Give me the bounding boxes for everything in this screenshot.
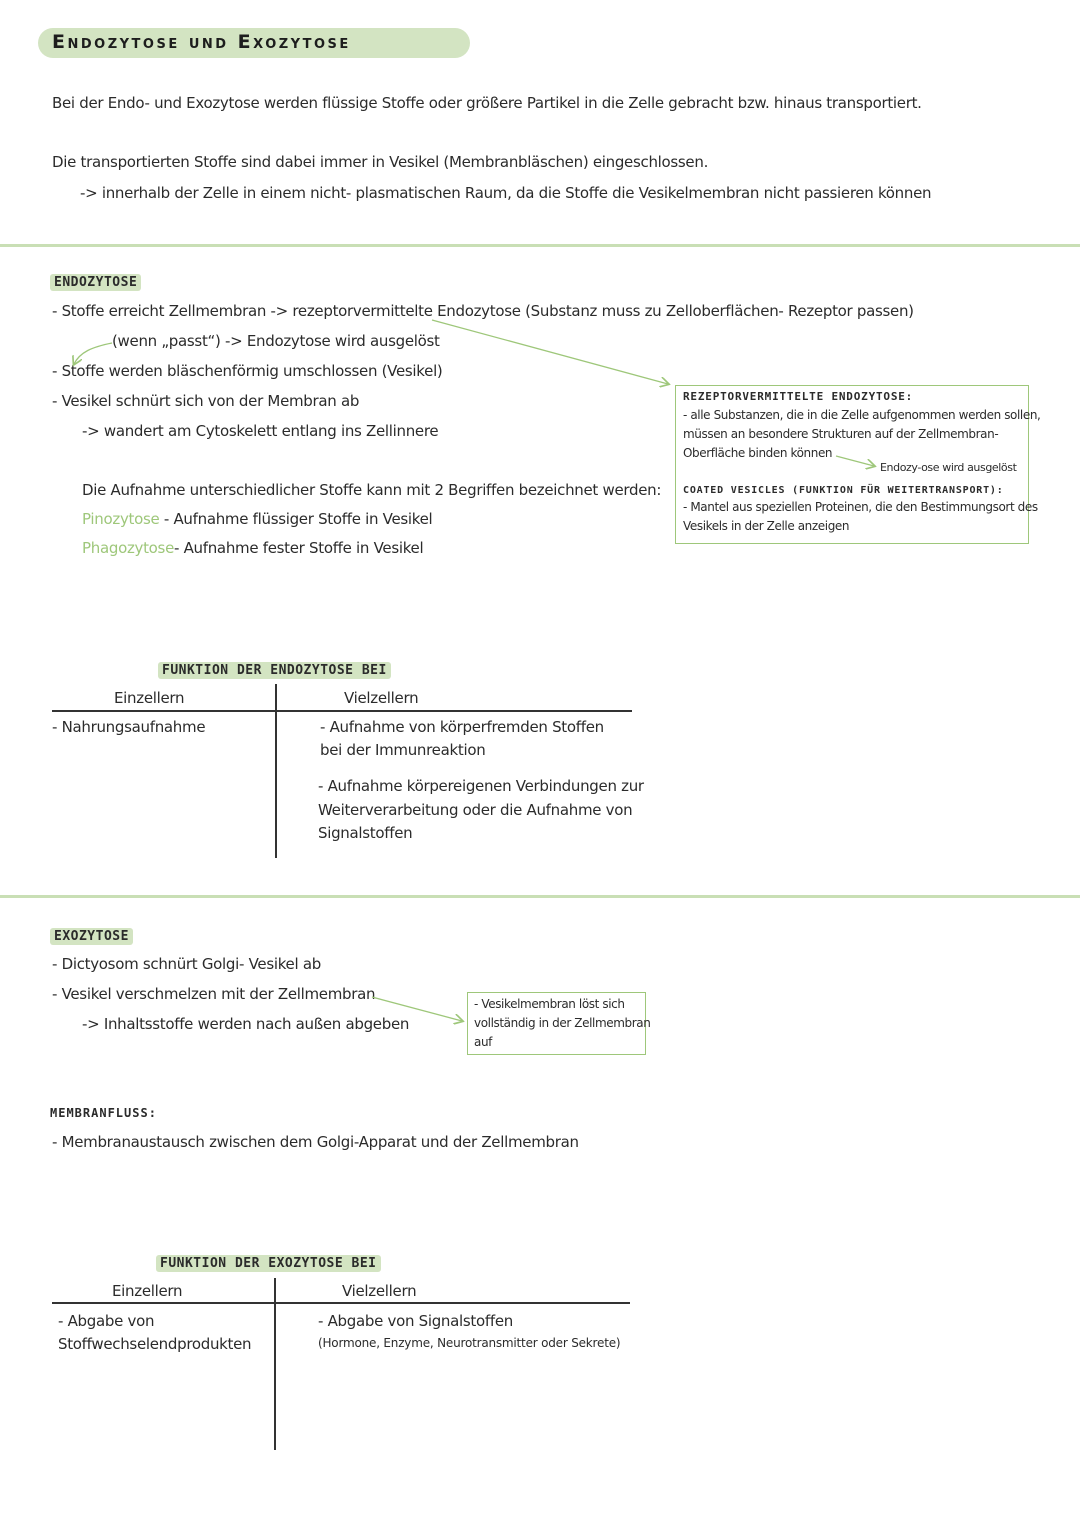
exo-einzeller-line-2: Stoffwechselendprodukten xyxy=(58,1335,252,1353)
coated-box-line-2: Vesikels in der Zelle anzeigen xyxy=(683,519,850,533)
rezeptor-box-note: Endozy-ose wird ausgelöst xyxy=(880,461,1017,474)
endozytose-heading: ENDOZYTOSE xyxy=(50,271,141,290)
exo-table-col-einzeller: Einzellern xyxy=(112,1282,183,1300)
rezeptor-box-line-3: Oberfläche binden können xyxy=(683,446,833,460)
endo-line-5: -> wandert am Cytoskelett entlang ins Zellinnere xyxy=(82,422,439,440)
membranfluss-heading: MEMBRANFLUSS: xyxy=(50,1106,157,1120)
endo-vielzeller-a2: bei der Immunreaktion xyxy=(320,741,486,759)
endo-einzeller-cell: - Nahrungsaufnahme xyxy=(52,718,206,736)
exo-box-line-1: - Vesikelmembran löst sich xyxy=(474,997,625,1011)
exo-table-col-vielzeller: Vielzellern xyxy=(342,1282,417,1300)
funktion-exo-heading: FUNKTION DER EXOZYTOSE BEI xyxy=(156,1252,381,1271)
funktion-endo-heading: FUNKTION DER ENDOZYTOSE BEI xyxy=(158,659,391,678)
exo-box-line-2: vollständig in der Zellmembran xyxy=(474,1016,651,1030)
endo-line-4: - Vesikel schnürt sich von der Membran ab xyxy=(52,392,360,410)
arrow-rezeptor-to-box xyxy=(432,320,668,384)
rezeptor-box-line-1: - alle Substanzen, die in die Zelle aufgenommen werden sollen, xyxy=(683,408,1041,422)
exo-line-1: - Dictyosom schnürt Golgi- Vesikel ab xyxy=(52,955,321,973)
exo-box-line-3: auf xyxy=(474,1035,492,1049)
exo-line-3: -> Inhaltsstoffe werden nach außen abgeben xyxy=(82,1015,410,1033)
phagozytose-term: Phagozytose xyxy=(82,539,174,557)
page-title: Endozytose und Exozytose xyxy=(52,31,351,53)
endo-vielzeller-b1: - Aufnahme körpereigenen Verbindungen zur xyxy=(318,777,644,795)
endo-vielzeller-b3: Signalstoffen xyxy=(318,824,413,842)
arrow-exo-to-box xyxy=(372,997,462,1021)
membranfluss-line: - Membranaustausch zwischen dem Golgi-Apparat und der Zellmembran xyxy=(52,1133,579,1151)
intro-line-3: -> innerhalb der Zelle in einem nicht- plasmatischen Raum, da die Stoffe die Vesikelmembran nicht passieren können xyxy=(80,184,932,202)
exo-vielzeller-line-2: (Hormone, Enzyme, Neurotransmitter oder Sekrete) xyxy=(318,1336,621,1350)
rezeptor-box-line-2: müssen an besondere Strukturen auf der Zellmembran- xyxy=(683,427,999,441)
intro-line-1: Bei der Endo- und Exozytose werden flüssige Stoffe oder größere Partikel in die Zelle gebracht bzw. hinaus transportiert. xyxy=(52,94,922,112)
endo-table-col-einzeller: Einzellern xyxy=(114,689,185,707)
phagozytose-desc: - Aufnahme fester Stoffe in Vesikel xyxy=(174,539,424,557)
pinozytose-desc: - Aufnahme flüssiger Stoffe in Vesikel xyxy=(159,510,433,528)
arrow-passt-to-stoffe xyxy=(74,343,112,364)
endo-line-1: - Stoffe erreicht Zellmembran -> rezeptorvermittelte Endozytose (Substanz muss zu Zelloberflächen- Rezeptor passen) xyxy=(52,302,914,320)
endo-vielzeller-b2: Weiterverarbeitung oder die Aufnahme von xyxy=(318,801,633,819)
endo-vielzeller-a1: - Aufnahme von körperfremden Stoffen xyxy=(320,718,604,736)
coated-box-line-1: - Mantel aus speziellen Proteinen, die den Bestimmungsort des xyxy=(683,500,1038,514)
exo-einzeller-line-1: - Abgabe von xyxy=(58,1312,155,1330)
rezeptor-box-heading: REZEPTORVERMITTELTE ENDOZYTOSE: xyxy=(683,390,914,403)
arrow-box-to-note xyxy=(836,456,874,466)
intro-line-2: Die transportierten Stoffe sind dabei immer in Vesikel (Membranbläschen) eingeschlossen. xyxy=(52,153,709,171)
exo-vielzeller-line-1: - Abgabe von Signalstoffen xyxy=(318,1312,513,1330)
pinozytose-term: Pinozytose xyxy=(82,510,160,528)
endo-line-2: (wenn „passt“) -> Endozytose wird ausgelöst xyxy=(112,332,440,350)
aufnahme-intro: Die Aufnahme unterschiedlicher Stoffe kann mit 2 Begriffen bezeichnet werden: xyxy=(82,481,662,499)
endo-line-3: - Stoffe werden bläschenförmig umschlossen (Vesikel) xyxy=(52,362,443,380)
exozytose-heading: EXOZYTOSE xyxy=(50,925,133,944)
exo-line-2: - Vesikel verschmelzen mit der Zellmembran xyxy=(52,985,376,1003)
endo-table-col-vielzeller: Vielzellern xyxy=(344,689,419,707)
coated-vesicles-heading: COATED VESICLES (FUNKTION FÜR WEITERTRANSPORT): xyxy=(683,485,1004,496)
